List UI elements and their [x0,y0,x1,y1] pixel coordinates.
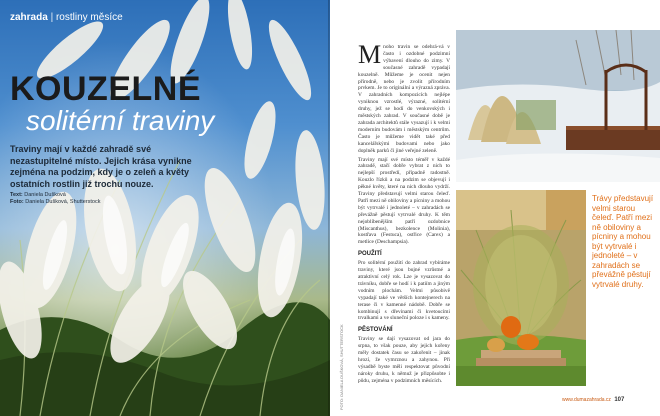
vertical-credit-text: FOTO: DANIELA DUŠKOVÁ, SHUTTERSTOCK [339,324,344,410]
credit-photo-name: Daniela Dušková, Shutterstock [25,199,101,205]
dropcap: M [358,40,382,69]
credit-text-label: Text: [10,192,23,198]
section-heading-growing: PĚSTOVÁNÍ [358,327,393,334]
credit-text-name: Daniela Dušková [24,192,66,198]
second-paragraph: Traviny mají své místo téměř v každé zahradě, stačí dobře vybrat z nich to nejlepší prostředí, případně radostně. Kouzlo řízků a na podzim se objevují i pěkné květy, které na nich dlouho vydrží. Traviny představují velmi starou čeleď. Patří mezi ně obiloviny a pícniny a mohou být vytrvalé i jednoleté – v zahradách se převážně pěstují vytrvalé druhy. K těm nejoblíbenějším patří ozdobnice (Miscanthus), bezkolence (Molinia), kostřava (Festuca), ostřice (Carex) a metlice (Deschampsia). [358,156,450,246]
kicker-section: zahrada [10,12,48,23]
kicker-separator: | [50,12,54,23]
photo-caption: Trávy představují velmi starou čeleď. Patří mezi ně obiloviny a pícniny a mohou být vytrvalé i jednoleté – v zahradách se převážně pěstují vytrvalé druhy. [592,194,654,289]
section-heading-usage: POUŽITÍ [358,251,382,258]
article-body [358,40,450,387]
subheadline: solitérní traviny [26,105,215,136]
section-text-growing: Traviny se dají vysazovat od jara do srpna, to však pouze, aby jejich kořeny měly dostatek času se zakořenit – jinak hrozí, že vymrznou a zahynou. Při výsadbě byste měli respektovat původní nároky druhu, k němuž je přizpůsobte i půdu, zejména v podzimních měsících. [358,336,450,384]
intro-text: noho travin se odehrá-vá v často i ozdobné podzimní výbavení dlouho do zimy. V současné zahradě vypadají kouzelně. Můžeme je ocenit nejen přírodně, nebo je zvolit přírodním prvkem. Je to originální a výrazná zpráva. V zahradních kompozicích nejlépe vyniknou vzrostlé, výrazné, solitérní druhy, jež se hodí do venkovských i městských zahrad. V současné době je zahrada architektů stále vysazují i k velmi moderním budovám i městským centrům. Často je můžeme vidět také před kancelářskými budovami nebo jako doplněk parků či jiné veřejné zeleně. [358,44,450,154]
vertical-photo-credit [339,300,347,410]
page-footer [562,397,624,403]
section-text-usage: Pro solitérní použití do zahrad vybíráme traviny, které jsou bujné vzrůstné a atraktivní celý rok. Lze je vysazovat do trávníku, dobře se hodí i k patiím a jiným vodním plochám. Velmi působivě vypadají také ve větších kontejnerech na terase či v kamenné nádobě. Dobře se kombinují s dřevinami či kvetoucími trvalkami a ve sluneční poloze i s kameny. [358,260,450,322]
headline: KOUZELNÉ [10,70,201,108]
winter-garden-photo [456,30,660,182]
section-kicker [10,12,123,23]
grass-pumpkin-photo [456,190,586,386]
credits [10,192,101,206]
page-number: 107 [614,397,625,403]
lead-paragraph: Traviny mají v každé zahradě své nezastupitelné místo. Jejich krása vynikne zejména na podzim, kdy je o zeleň a květy ostatních rostlin již trochu nouze. [10,144,192,189]
kicker-subsection: rostliny měsíce [55,12,123,23]
intro-paragraph [358,40,450,155]
credit-photo-label: Foto: [10,199,24,205]
footer-site: www.dumazahrada.cz [562,397,611,403]
